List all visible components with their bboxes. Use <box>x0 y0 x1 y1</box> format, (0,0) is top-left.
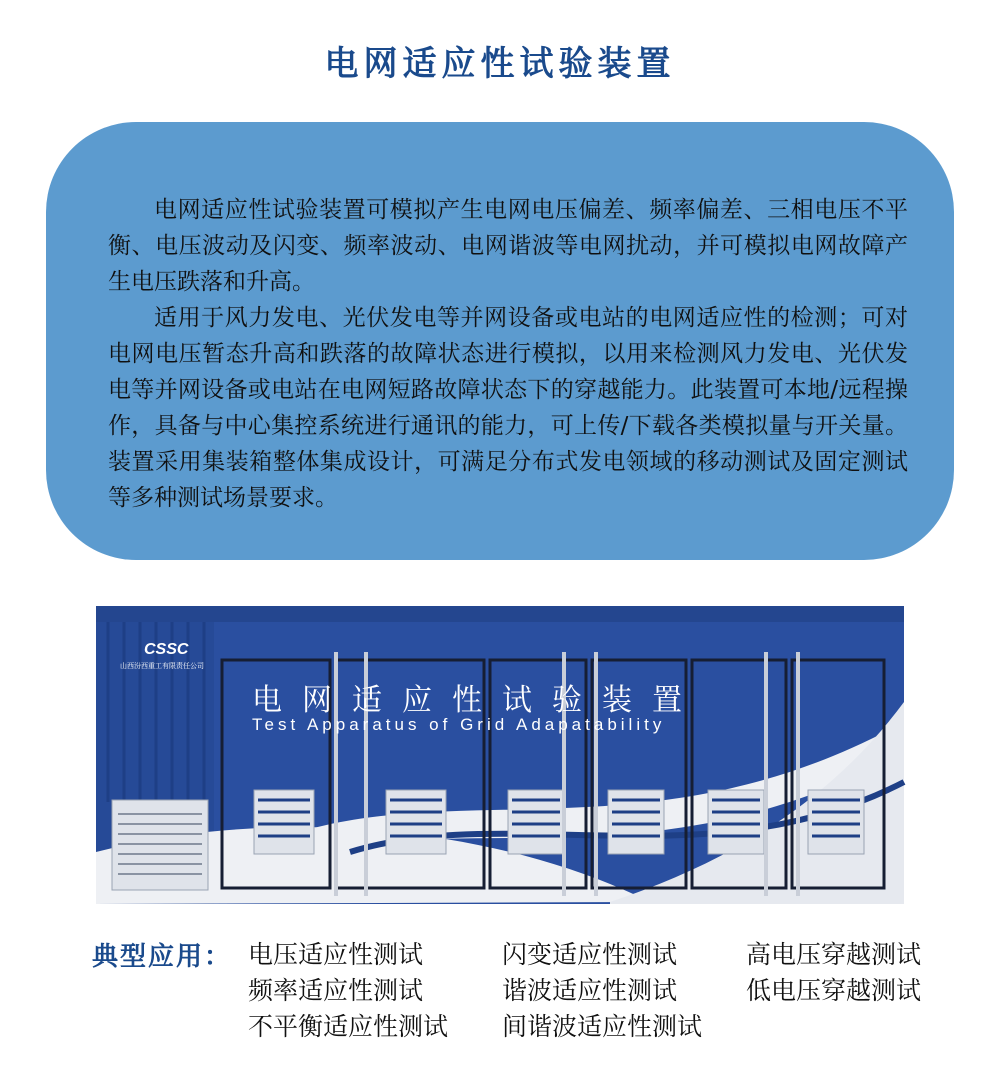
application-item: 频率适应性测试 <box>248 976 424 1005</box>
application-item: 电压适应性测试 <box>248 940 424 969</box>
applications-list <box>248 938 968 1044</box>
logo-text: CSSC <box>144 641 189 658</box>
application-item: 闪变适应性测试 <box>502 940 678 969</box>
application-item: 间谐波适应性测试 <box>502 1012 703 1041</box>
container-cn-label: 电网适应性试验装置 <box>252 683 702 718</box>
applications-label: 典型应用： <box>92 942 233 972</box>
application-item: 低电压穿越测试 <box>746 976 922 1005</box>
product-image <box>90 602 910 908</box>
application-item: 不平衡适应性测试 <box>248 1012 449 1041</box>
applications-section <box>92 936 972 1046</box>
description-box <box>46 122 954 560</box>
description-paragraph-2: 适用于风力发电、光伏发电等并网设备或电站的电网适应性的检测；可对电网电压暂态升高和跌落的故障状态进行模拟，以用来检测风力发电、光伏发电等并网设备或电站在电网短路故障状态下的穿越能力。此装置可本地/远程操作，具备与中心集控系统进行通讯的能力，可上传/下载各类模拟量与开关量。装置采用集装箱整体集成设计，可满足分布式发电领域的移动测试及固定测试等多种测试场景要求。 <box>108 305 908 511</box>
application-item: 谐波适应性测试 <box>502 976 678 1005</box>
page-title: 电网适应性试验装置 <box>324 44 676 84</box>
application-item: 高电压穿越测试 <box>746 940 922 969</box>
company-text: 山西汾西重工有限责任公司 <box>120 662 204 670</box>
container-en-label: Test Apparatus of Grid Adapatability <box>252 715 666 734</box>
description-paragraph-1: 电网适应性试验装置可模拟产生电网电压偏差、频率偏差、三相电压不平衡、电压波动及闪变、频率波动、电网谐波等电网扰动，并可模拟电网故障产生电压跌落和升高。 <box>108 197 908 295</box>
